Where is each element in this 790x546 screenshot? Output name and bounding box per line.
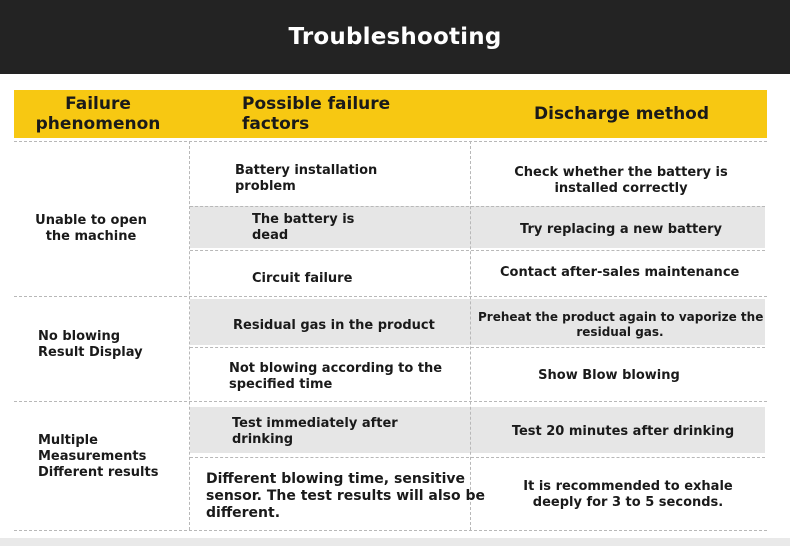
factor-cell: Circuit failure	[252, 271, 353, 286]
column-header-phenomenon: Failure phenomenon	[35, 94, 161, 134]
bottom-strip	[0, 538, 790, 546]
row-divider	[190, 457, 765, 458]
method-cell: Preheat the product again to vaporize the residual gas.	[478, 310, 764, 339]
phenomenon-cell: Unable to open the machine	[35, 213, 147, 244]
factor-cell: The battery is dead	[252, 212, 355, 243]
method-cell: Check whether the battery is installed correctly	[514, 165, 728, 196]
factor-cell: Residual gas in the product	[233, 318, 435, 333]
factor-cell: Test immediately after drinking	[232, 416, 398, 447]
title-banner	[0, 0, 790, 74]
phenomenon-cell: Multiple Measurements Different results	[38, 433, 159, 480]
page-title: Troubleshooting	[288, 24, 502, 50]
factor-cell: Battery installation problem	[235, 163, 378, 194]
method-cell: Test 20 minutes after drinking	[511, 424, 735, 439]
method-cell: Show Blow blowing	[538, 368, 680, 383]
row-divider	[190, 250, 765, 251]
factor-cell: Not blowing according to the specified time	[229, 361, 443, 392]
method-cell: Contact after-sales maintenance	[500, 265, 740, 280]
column-header-method: Discharge method	[534, 104, 710, 124]
phenomenon-cell: No blowing Result Display	[38, 329, 143, 360]
row-divider	[190, 206, 765, 207]
row-divider	[190, 347, 765, 348]
table-header	[14, 90, 767, 138]
row-divider	[14, 401, 767, 402]
row-divider	[14, 296, 767, 297]
column-header-factors: Possible failure factors	[242, 94, 391, 134]
factor-cell: Different blowing time, sensitive sensor. The test results will also be different.	[206, 471, 486, 521]
row-divider	[14, 530, 767, 531]
column-divider	[189, 141, 190, 530]
row-divider	[14, 141, 767, 142]
method-cell: Try replacing a new battery	[520, 222, 722, 237]
method-cell: It is recommended to exhale deeply for 3 to 5 seconds.	[523, 479, 733, 510]
